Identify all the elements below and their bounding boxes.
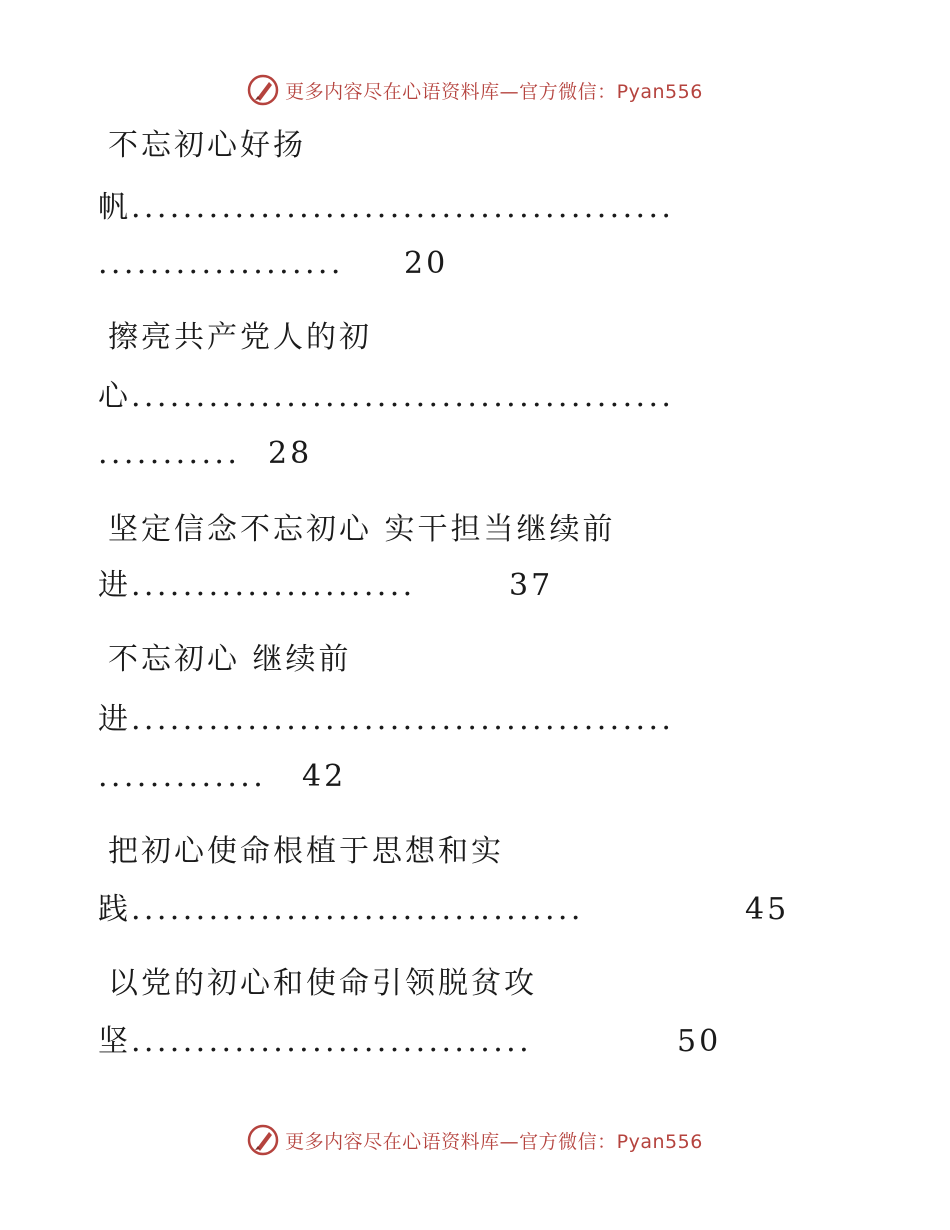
toc-entry-lead-char: 践 [98,892,131,927]
toc-dot-leader: .......................................... [131,190,675,225]
footer-banner [0,1120,950,1160]
toc-page-number: 45 [745,892,790,927]
toc-entry-title[interactable]: 坚定信念不忘初心 实干担当继续前 [108,512,616,547]
toc-entry-title[interactable]: 擦亮共产党人的初 [108,320,372,355]
toc-entry-leader[interactable] [98,1022,721,1062]
toc-entry-title[interactable]: 不忘初心 继续前 [108,642,352,677]
toc-page-number: 42 [302,759,347,794]
toc-entry-leader-cont[interactable] [98,757,346,797]
toc-dot-leader: ............. [98,759,267,794]
toc-dot-leader: .......................................... [131,702,675,737]
toc-entry-lead-char: 进 [98,702,131,737]
toc-dot-leader: ................... [98,246,344,281]
toc-entry-leader[interactable] [98,566,553,606]
toc-entry-title[interactable]: 以党的初心和使命引领脱贫攻 [108,966,537,1001]
toc-entry-lead-char: 心 [98,379,131,414]
toc-entry-lead-char: 进 [98,568,131,603]
toc-dot-leader: ...................... [131,568,416,603]
toc-dot-leader: ................................... [131,892,584,927]
toc-entry-leader[interactable] [98,188,843,228]
toc-entry-leader[interactable] [98,890,789,930]
toc-entry-leader[interactable] [98,700,843,740]
toc-dot-leader: ........... [98,436,241,471]
toc-entry-lead-char: 坚 [98,1024,131,1059]
toc-entry-title[interactable]: 不忘初心好扬 [108,128,306,163]
toc-page-number: 20 [404,246,449,281]
toc-dot-leader: ............................... [131,1024,533,1059]
toc-entry-leader-cont[interactable] [98,434,312,474]
header-banner-text: 更多内容尽在心语资料库—官方微信：Pyan556 [285,80,703,103]
toc-entry-leader-cont[interactable] [98,244,448,284]
toc-dot-leader: .......................................... [131,379,675,414]
footer-banner-text: 更多内容尽在心语资料库—官方微信：Pyan556 [285,1130,703,1153]
toc-entry-leader[interactable] [98,377,843,417]
toc-page-number: 50 [677,1024,722,1059]
toc-page-number: 28 [268,436,313,471]
pen-logo-icon [247,1124,279,1156]
toc-entry-title[interactable]: 把初心使命根植于思想和实 [108,834,504,869]
toc-entry-lead-char: 帆 [98,190,131,225]
toc-page-number: 37 [509,568,554,603]
